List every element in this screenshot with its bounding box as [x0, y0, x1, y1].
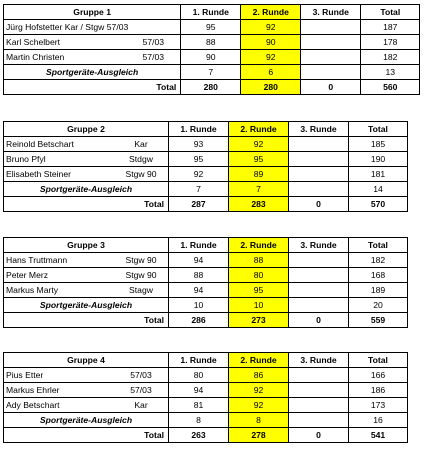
- weapon-category: [128, 20, 178, 34]
- round-2-score: 92: [241, 20, 301, 35]
- shooter-cell: [4, 268, 169, 283]
- round-3-total: 0: [289, 313, 349, 328]
- round-1-score: 7: [169, 182, 229, 197]
- header-round-3: 3. Runde: [289, 353, 349, 368]
- total-row: [4, 197, 408, 212]
- round-2-score: 92: [229, 398, 289, 413]
- round-1-score: 88: [181, 35, 241, 50]
- header-round-2: 2. Runde: [229, 353, 289, 368]
- round-1-score: 88: [169, 268, 229, 283]
- round-2-score: 7: [229, 182, 289, 197]
- round-1-score: 90: [181, 50, 241, 65]
- row-total: 173: [349, 398, 408, 413]
- table-row: [4, 268, 408, 283]
- row-total: 186: [349, 383, 408, 398]
- round-1-score: 95: [181, 20, 241, 35]
- header-round-1: 1. Runde: [169, 238, 229, 253]
- shooter-cell: [4, 167, 169, 182]
- group-table-4: [3, 352, 408, 443]
- ausgleich-row: [4, 182, 408, 197]
- row-total: 16: [349, 413, 408, 428]
- header-round-2: 2. Runde: [229, 238, 289, 253]
- table-row: [4, 368, 408, 383]
- grand-total: 541: [349, 428, 408, 443]
- shooter-cell: [4, 152, 169, 167]
- round-3-score: [289, 383, 349, 398]
- round-1-score: 92: [169, 167, 229, 182]
- round-2-score: 89: [229, 167, 289, 182]
- round-2-score: 8: [229, 413, 289, 428]
- weapon-category: 57/03: [142, 52, 165, 62]
- ausgleich-label: Sportgeräte-Ausgleich: [4, 413, 169, 428]
- row-total: 187: [361, 20, 420, 35]
- round-1-total: 263: [169, 428, 229, 443]
- round-2-score: 86: [229, 368, 289, 383]
- shooter-name: Elisabeth Steiner: [6, 169, 71, 179]
- ausgleich-label: Sportgeräte-Ausgleich: [4, 182, 169, 197]
- ausgleich-label: Sportgeräte-Ausgleich: [4, 298, 169, 313]
- header-row: [4, 353, 408, 368]
- round-2-score: 92: [229, 383, 289, 398]
- shooter-name: Markus Marty: [6, 285, 59, 295]
- round-3-score: [301, 50, 361, 65]
- group-title: Gruppe 2: [4, 122, 169, 137]
- round-3-score: [289, 283, 349, 298]
- group-table-3: [3, 237, 408, 328]
- round-2-score: 95: [229, 283, 289, 298]
- round-2-score: 10: [229, 298, 289, 313]
- total-label: Total: [4, 313, 169, 328]
- table-row: [4, 383, 408, 398]
- row-total: 14: [349, 182, 408, 197]
- shooter-name: Reinold Betschart: [6, 139, 74, 149]
- round-2-score: 95: [229, 152, 289, 167]
- row-total: 190: [349, 152, 408, 167]
- shooter-cell: [4, 383, 169, 398]
- ausgleich-row: [4, 298, 408, 313]
- row-total: 168: [349, 268, 408, 283]
- shooter-cell: [4, 50, 181, 65]
- table-row: [4, 50, 420, 65]
- weapon-category: 57/03: [130, 385, 152, 395]
- round-3-score: [289, 182, 349, 197]
- round-3-score: [301, 20, 361, 35]
- header-round-2: 2. Runde: [229, 122, 289, 137]
- weapon-category: Stagw: [129, 285, 153, 295]
- row-total: 182: [349, 253, 408, 268]
- ausgleich-row: [4, 65, 420, 80]
- round-2-total: 273: [229, 313, 289, 328]
- weapon-category: Stdgw: [129, 154, 153, 164]
- round-3-score: [289, 268, 349, 283]
- table-row: [4, 35, 420, 50]
- round-2-score: 80: [229, 268, 289, 283]
- round-3-score: [289, 253, 349, 268]
- round-2-total: 283: [229, 197, 289, 212]
- ausgleich-label: Sportgeräte-Ausgleich: [4, 65, 181, 80]
- round-2-score: 92: [241, 50, 301, 65]
- shooter-name: Pius Etter: [6, 370, 44, 380]
- row-total: 178: [361, 35, 420, 50]
- shooter-name: Ady Betschart: [6, 400, 60, 410]
- round-1-score: 80: [169, 368, 229, 383]
- shooter-cell: [4, 137, 169, 152]
- round-1-score: 10: [169, 298, 229, 313]
- weapon-category: 57/03: [130, 370, 152, 380]
- shooter-name: Karl Schelbert: [6, 37, 60, 47]
- row-total: 13: [361, 65, 420, 80]
- shooter-cell: [4, 283, 169, 298]
- header-round-3: 3. Runde: [301, 5, 361, 20]
- round-1-score: 7: [181, 65, 241, 80]
- header-round-1: 1. Runde: [169, 353, 229, 368]
- group-table-2: [3, 121, 408, 212]
- header-round-3: 3. Runde: [289, 122, 349, 137]
- round-1-score: 95: [169, 152, 229, 167]
- total-label: Total: [4, 197, 169, 212]
- round-2-score: 6: [241, 65, 301, 80]
- round-1-total: 280: [181, 80, 241, 95]
- round-3-score: [289, 368, 349, 383]
- row-total: 20: [349, 298, 408, 313]
- header-round-2: 2. Runde: [241, 5, 301, 20]
- shooter-name: Peter Merz: [6, 270, 49, 280]
- total-row: [4, 313, 408, 328]
- total-label: Total: [4, 428, 169, 443]
- grand-total: 559: [349, 313, 408, 328]
- round-1-score: 81: [169, 398, 229, 413]
- total-row: [4, 428, 408, 443]
- header-total: Total: [349, 353, 408, 368]
- table-row: [4, 20, 420, 35]
- ausgleich-row: [4, 413, 408, 428]
- weapon-category: Kar: [134, 139, 148, 149]
- weapon-category: Stgw 90: [125, 270, 157, 280]
- header-row: [4, 238, 408, 253]
- row-total: 181: [349, 167, 408, 182]
- group-title: Gruppe 1: [4, 5, 181, 20]
- round-3-score: [289, 298, 349, 313]
- weapon-category: Kar: [134, 400, 148, 410]
- header-total: Total: [349, 238, 408, 253]
- round-3-score: [289, 413, 349, 428]
- round-1-score: 94: [169, 283, 229, 298]
- table-row: [4, 398, 408, 413]
- round-2-total: 280: [241, 80, 301, 95]
- shooter-cell: [4, 35, 181, 50]
- header-round-1: 1. Runde: [181, 5, 241, 20]
- weapon-category: 57/03: [142, 37, 165, 47]
- round-1-score: 8: [169, 413, 229, 428]
- header-total: Total: [361, 5, 420, 20]
- row-total: 189: [349, 283, 408, 298]
- round-2-score: 88: [229, 253, 289, 268]
- row-total: 166: [349, 368, 408, 383]
- round-1-score: 93: [169, 137, 229, 152]
- round-3-score: [289, 398, 349, 413]
- header-round-1: 1. Runde: [169, 122, 229, 137]
- grand-total: 570: [349, 197, 408, 212]
- round-3-total: 0: [301, 80, 361, 95]
- shooter-name: Jürg Hofstetter Kar / Stgw 57/03: [6, 22, 129, 32]
- weapon-category: Stgw 90: [125, 255, 157, 265]
- table-row: [4, 253, 408, 268]
- round-3-score: [289, 152, 349, 167]
- shooter-cell: [4, 398, 169, 413]
- header-row: [4, 122, 408, 137]
- group-table-1: [3, 4, 420, 95]
- round-2-score: 90: [241, 35, 301, 50]
- row-total: 185: [349, 137, 408, 152]
- round-3-score: [301, 65, 361, 80]
- round-1-score: 94: [169, 383, 229, 398]
- shooter-cell: [4, 20, 181, 35]
- shooter-name: Markus Ehrler: [6, 385, 60, 395]
- shooter-cell: [4, 368, 169, 383]
- round-3-total: 0: [289, 197, 349, 212]
- table-row: [4, 167, 408, 182]
- total-row: [4, 80, 420, 95]
- table-row: [4, 283, 408, 298]
- shooter-name: Bruno Pfyl: [6, 154, 46, 164]
- row-total: 182: [361, 50, 420, 65]
- shooter-name: Martin Christen: [6, 52, 65, 62]
- round-1-total: 287: [169, 197, 229, 212]
- round-2-score: 92: [229, 137, 289, 152]
- header-total: Total: [349, 122, 408, 137]
- round-3-score: [301, 35, 361, 50]
- table-row: [4, 137, 408, 152]
- header-round-3: 3. Runde: [289, 238, 349, 253]
- round-1-score: 94: [169, 253, 229, 268]
- round-3-score: [289, 137, 349, 152]
- shooter-name: Hans Truttmann: [6, 255, 68, 265]
- round-1-total: 286: [169, 313, 229, 328]
- grand-total: 560: [361, 80, 420, 95]
- round-2-total: 278: [229, 428, 289, 443]
- round-3-score: [289, 167, 349, 182]
- weapon-category: Stgw 90: [125, 169, 157, 179]
- shooter-cell: [4, 253, 169, 268]
- table-row: [4, 152, 408, 167]
- group-title: Gruppe 3: [4, 238, 169, 253]
- total-label: Total: [4, 80, 181, 95]
- round-3-total: 0: [289, 428, 349, 443]
- header-row: [4, 5, 420, 20]
- group-title: Gruppe 4: [4, 353, 169, 368]
